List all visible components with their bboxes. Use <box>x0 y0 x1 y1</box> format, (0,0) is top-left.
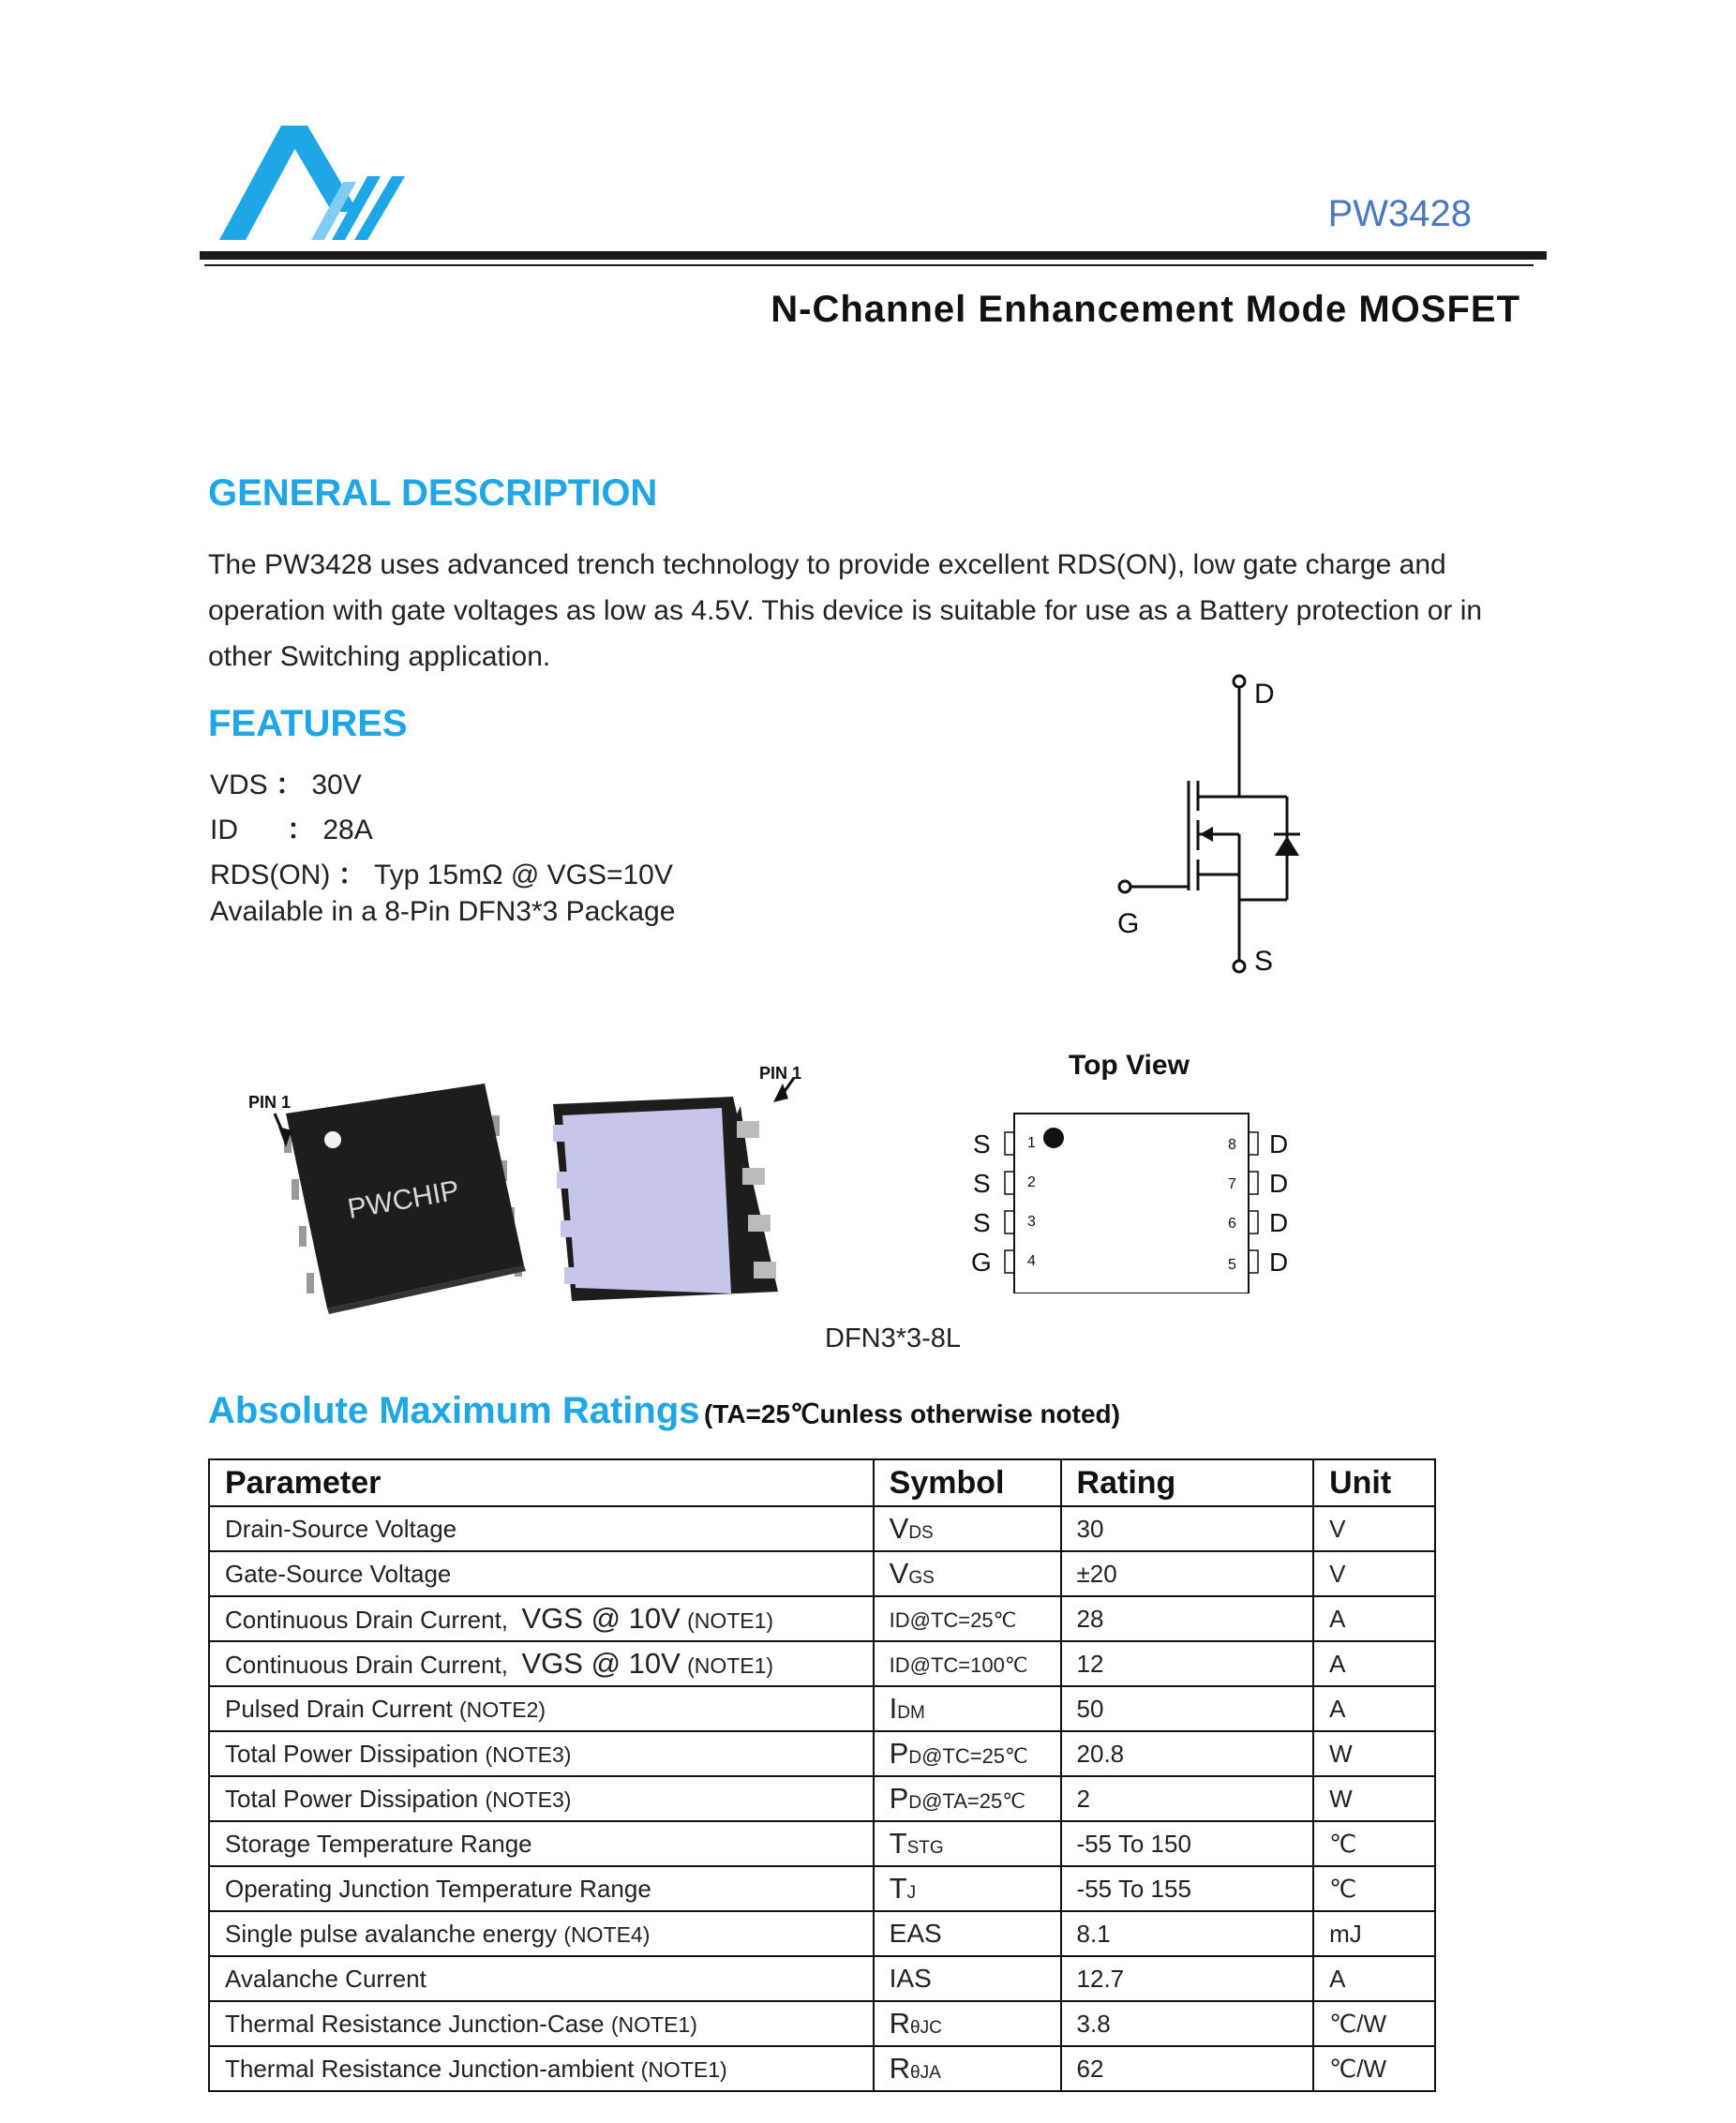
param-text: Operating Junction Temperature Range <box>225 1874 651 1903</box>
right-pin-5-num: 5 <box>1228 1257 1236 1273</box>
symbol-tail: @TA=25℃ <box>921 1789 1025 1813</box>
source-label: S <box>1254 946 1274 977</box>
document-subtitle: N-Channel Enhancement Mode MOSFET <box>771 289 1520 330</box>
package-illustration <box>239 1069 820 1322</box>
symbol-main: T <box>889 1872 907 1905</box>
rating-cell: ±20 <box>1061 1551 1314 1596</box>
unit-cell: ℃ <box>1313 1866 1435 1911</box>
symbol-cell <box>874 1641 1061 1686</box>
right-pin-6-name: D <box>1269 1208 1289 1237</box>
param-cell <box>209 1641 874 1686</box>
symbol-main: V <box>889 1512 909 1545</box>
symbol-cell <box>874 1731 1061 1776</box>
symbol-cell <box>874 2046 1061 2091</box>
pin1-label-top: PIN 1 <box>248 1093 292 1112</box>
rating-cell: 30 <box>1061 1506 1314 1551</box>
symbol-main: EAS <box>889 1919 942 1948</box>
symbol-main: ID@TC=100℃ <box>889 1652 1028 1677</box>
col-rating: Rating <box>1061 1459 1314 1506</box>
table-row <box>209 2046 1435 2091</box>
left-pin-1-name: S <box>973 1129 991 1159</box>
unit-cell: W <box>1313 1731 1435 1776</box>
mosfet-schematic <box>1106 670 1331 979</box>
table-row <box>209 1821 1435 1866</box>
param-text: Thermal Resistance Junction-Case <box>225 2009 605 2038</box>
right-pin-7-name: D <box>1269 1169 1289 1198</box>
table-row <box>209 2001 1435 2046</box>
unit-cell: ℃/W <box>1313 2046 1435 2091</box>
table-row <box>209 1911 1435 1956</box>
symbol-cell <box>874 1596 1061 1641</box>
param-note: (NOTE1) <box>687 1608 774 1633</box>
rating-cell: 50 <box>1061 1686 1314 1731</box>
pin1-label-bottom: PIN 1 <box>759 1064 802 1083</box>
part-number: PW3428 <box>1327 193 1472 234</box>
feature-id: ID ： 28A <box>210 815 373 845</box>
unit-cell: V <box>1313 1506 1435 1551</box>
param-cell <box>209 1551 874 1596</box>
symbol-sub: D <box>908 1793 922 1813</box>
unit-cell: V <box>1313 1551 1435 1596</box>
table-header-row <box>209 1459 1435 1506</box>
header-rule <box>200 251 1547 260</box>
symbol-main: V <box>889 1557 909 1590</box>
col-parameter: Parameter <box>209 1459 874 1506</box>
param-cell <box>209 2046 874 2091</box>
symbol-main: P <box>889 1782 909 1815</box>
symbol-cell <box>874 1821 1061 1866</box>
symbol-cell <box>874 1776 1061 1821</box>
right-pin-6-num: 6 <box>1228 1216 1236 1232</box>
chip-marking: PWCHIP <box>345 1174 462 1225</box>
param-text: Gate-Source Voltage <box>225 1559 452 1588</box>
left-pin-2-num: 2 <box>1027 1174 1036 1190</box>
rating-cell: 12.7 <box>1061 1956 1314 2001</box>
param-cell <box>209 1686 874 1731</box>
unit-cell: A <box>1313 1956 1435 2001</box>
rating-cell: 12 <box>1061 1641 1314 1686</box>
param-text: Total Power Dissipation <box>225 1739 479 1768</box>
abs-max-heading: Absolute Maximum Ratings <box>208 1390 700 1431</box>
table-row <box>209 1731 1435 1776</box>
rating-cell: -55 To 155 <box>1061 1866 1314 1911</box>
unit-cell: mJ <box>1313 1911 1435 1956</box>
param-text: Total Power Dissipation <box>225 1784 479 1813</box>
table-row <box>209 1866 1435 1911</box>
param-note: (NOTE4) <box>563 1921 651 1947</box>
table-row <box>209 1956 1435 2001</box>
rating-cell: 28 <box>1061 1596 1314 1641</box>
unit-cell: A <box>1313 1641 1435 1686</box>
param-note: (NOTE3) <box>485 1742 572 1767</box>
symbol-cell <box>874 1911 1061 1956</box>
symbol-main: IAS <box>889 1964 932 1993</box>
symbol-sub: STG <box>906 1838 944 1858</box>
features-heading: FEATURES <box>208 703 408 744</box>
abs-max-note: (TA=25℃unless otherwise noted) <box>703 1399 1120 1428</box>
left-pin-3-name: S <box>973 1208 991 1237</box>
param-note: (NOTE1) <box>610 2011 697 2037</box>
abs-max-table <box>208 1458 1436 2092</box>
symbol-sub: J <box>906 1883 917 1903</box>
package-name: DFN3*3-8L <box>825 1323 962 1353</box>
top-view-pinout <box>956 1097 1312 1293</box>
rating-cell: -55 To 150 <box>1061 1821 1314 1866</box>
symbol-cell <box>874 1551 1061 1596</box>
table-row <box>209 1506 1435 1551</box>
table-row <box>209 1551 1435 1596</box>
symbol-sub: θJC <box>910 2018 942 2038</box>
col-symbol: Symbol <box>874 1459 1061 1506</box>
param-cell <box>209 1506 874 1551</box>
symbol-sub: D <box>908 1748 922 1768</box>
unit-cell: A <box>1313 1596 1435 1641</box>
top-view-title: Top View <box>1069 1050 1190 1081</box>
abs-max-title <box>208 1390 1120 1432</box>
symbol-main: T <box>889 1827 907 1860</box>
rating-cell: 20.8 <box>1061 1731 1314 1776</box>
symbol-cell <box>874 1956 1061 2001</box>
feature-rdson: RDS(ON) ： Typ 15mΩ @ VGS=10V <box>210 860 673 890</box>
gate-label: G <box>1117 908 1140 939</box>
right-pin-8-num: 8 <box>1228 1137 1236 1153</box>
table-row <box>209 1776 1435 1821</box>
symbol-cell <box>874 1866 1061 1911</box>
right-pin-8-name: D <box>1269 1129 1289 1159</box>
param-extra: VGS @ 10V <box>521 1647 681 1680</box>
rating-cell: 3.8 <box>1061 2001 1314 2046</box>
symbol-tail: @TC=25℃ <box>921 1744 1028 1768</box>
param-text: Pulsed Drain Current <box>225 1694 453 1723</box>
param-note: (NOTE1) <box>687 1653 774 1678</box>
symbol-main: ID@TC=25℃ <box>889 1607 1017 1632</box>
left-pin-4-num: 4 <box>1027 1253 1036 1269</box>
param-cell <box>209 1956 874 2001</box>
param-cell <box>209 1866 874 1911</box>
symbol-main: R <box>889 2007 911 2040</box>
symbol-main: I <box>889 1692 898 1725</box>
general-description-heading: GENERAL DESCRIPTION <box>208 472 658 514</box>
unit-cell: A <box>1313 1686 1435 1731</box>
param-cell <box>209 1821 874 1866</box>
param-note: (NOTE2) <box>459 1697 546 1722</box>
param-text: Thermal Resistance Junction-ambient <box>225 2054 635 2083</box>
param-text: Continuous Drain Current, <box>225 1651 509 1679</box>
symbol-main: R <box>889 2052 911 2085</box>
param-text: Continuous Drain Current, <box>225 1606 509 1634</box>
symbol-cell <box>874 2001 1061 2046</box>
param-cell <box>209 1911 874 1956</box>
unit-cell: W <box>1313 1776 1435 1821</box>
left-pin-3-num: 3 <box>1027 1214 1036 1230</box>
param-cell <box>209 1776 874 1821</box>
company-logo <box>217 120 405 242</box>
param-text: Single pulse avalanche energy <box>225 1919 558 1948</box>
header-rule-thin <box>204 264 1534 266</box>
symbol-cell <box>874 1686 1061 1731</box>
rating-cell: 8.1 <box>1061 1911 1314 1956</box>
unit-cell: ℃/W <box>1313 2001 1435 2046</box>
drain-label: D <box>1254 679 1275 710</box>
symbol-sub: θJA <box>910 2063 941 2083</box>
symbol-sub: GS <box>908 1568 935 1588</box>
param-cell <box>209 2001 874 2046</box>
param-note: (NOTE1) <box>640 2056 727 2082</box>
feature-vds: VDS ： 30V <box>210 770 362 800</box>
table-row <box>209 1686 1435 1731</box>
param-extra: VGS @ 10V <box>521 1602 681 1635</box>
rating-cell: 62 <box>1061 2046 1314 2091</box>
symbol-main: P <box>889 1737 909 1770</box>
general-description-body: The PW3428 uses advanced trench technology to provide excellent RDS(ON), low gate charge and operation with gate voltages as low as 4.5V. This device is suitable for use as a Battery protection or in other Switching application. <box>208 549 1483 672</box>
param-cell <box>209 1596 874 1641</box>
left-pin-2-name: S <box>973 1169 991 1198</box>
left-pin-1-num: 1 <box>1027 1135 1036 1151</box>
param-text: Avalanche Current <box>225 1964 427 1993</box>
param-text: Storage Temperature Range <box>225 1829 532 1858</box>
param-note: (NOTE3) <box>485 1787 572 1812</box>
unit-cell: ℃ <box>1313 1821 1435 1866</box>
table-row <box>209 1641 1435 1686</box>
feature-package: Available in a 8-Pin DFN3*3 Package <box>210 896 676 927</box>
col-unit: Unit <box>1313 1459 1435 1506</box>
right-pin-7-num: 7 <box>1228 1176 1236 1192</box>
symbol-sub: DM <box>897 1703 925 1723</box>
symbol-cell <box>874 1506 1061 1551</box>
right-pin-5-name: D <box>1269 1248 1289 1277</box>
rating-cell: 2 <box>1061 1776 1314 1821</box>
param-text: Drain-Source Voltage <box>225 1514 457 1543</box>
table-row <box>209 1596 1435 1641</box>
param-cell <box>209 1731 874 1776</box>
left-pin-4-name: G <box>971 1248 992 1277</box>
symbol-sub: DS <box>908 1523 934 1543</box>
